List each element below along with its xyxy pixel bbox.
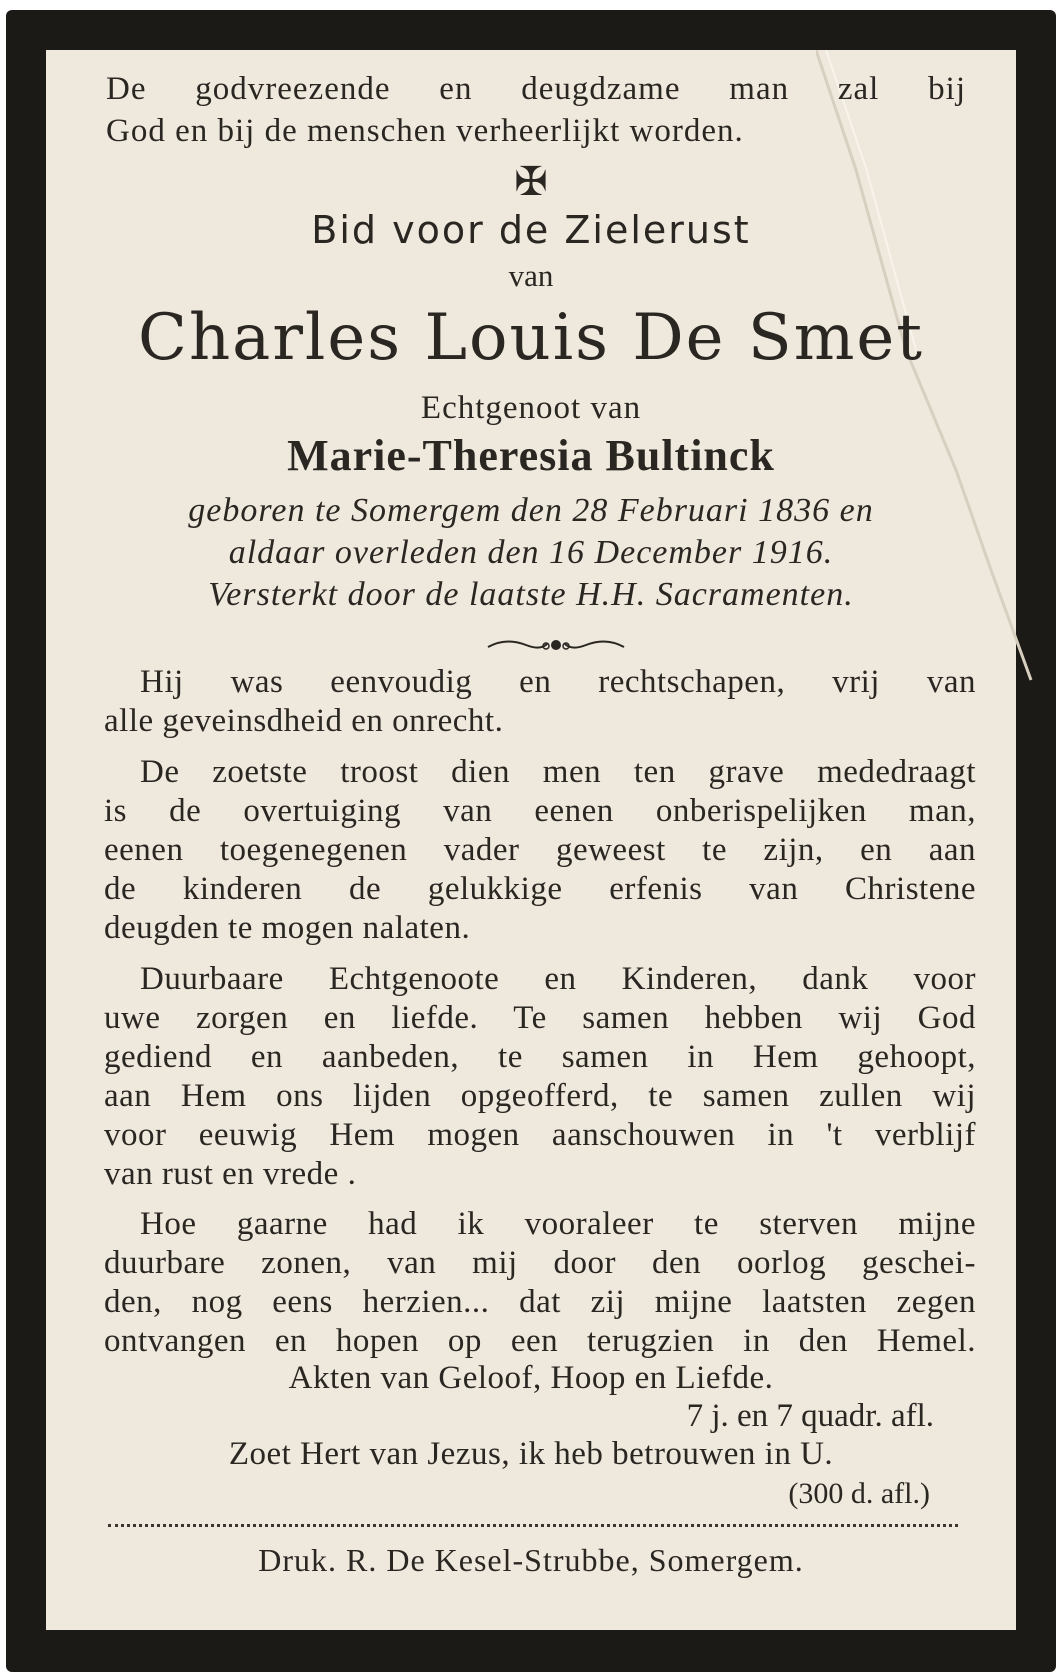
paragraph-line: Hoe gaarne had ik vooraleer te sterven mijne <box>140 1206 976 1242</box>
spouse-name: Marie-Theresia Bultinck <box>287 431 775 480</box>
life-dates <box>126 490 936 616</box>
paragraph-line: eenen toegenegenen vader geweest te zijn, en aan <box>104 832 976 868</box>
paragraph-sons <box>104 1205 976 1361</box>
sacred-heart-prayer: Zoet Hert van Jezus, ik heb betrouwen in U. <box>228 1436 834 1472</box>
verse-line: De godvreezende en deugdzame man zal bij <box>106 71 966 107</box>
cross-pattee-icon: ✠ <box>514 159 548 204</box>
paragraph-line: Duurbaare Echtgenoote en Kinderen, dank voor <box>140 961 976 997</box>
paragraph-consolation <box>104 753 976 948</box>
spouse-label: Echtgenoot van <box>420 390 642 426</box>
life-line: geboren te Somergem den 28 Februari 1836 en <box>188 492 874 529</box>
paragraph-line: Hij was eenvoudig en rechtschapen, vrij van <box>140 664 976 700</box>
life-line: Versterkt door de laatste H.H. Sacramenten. <box>208 576 854 613</box>
van-label: van <box>508 258 554 293</box>
paragraph-line: is de overtuiging van eenen onberispelijken man, <box>104 793 976 829</box>
deceased-name: Charles Louis De Smet <box>137 301 925 375</box>
paragraph-line: de kinderen de gelukkige erfenis van Christene <box>104 871 976 907</box>
paragraph-family <box>104 960 976 1194</box>
dotted-divider <box>108 1524 958 1527</box>
paragraph-line: ontvangen en hopen op een terugzien in den Hemel. <box>104 1323 976 1359</box>
paragraph-line: den, nog eens herzien... dat zij mijne laatsten zegen <box>104 1284 976 1320</box>
paragraph-line: deugden te mogen nalaten. <box>104 910 471 946</box>
paragraph-line: De zoetste troost dien men ten grave mededraagt <box>140 754 976 790</box>
paragraph-line: van rust en vrede . <box>104 1156 357 1192</box>
indulgence-note: (300 d. afl.) <box>788 1477 930 1510</box>
paragraph-line: gediend en aanbeden, te samen in Hem gehoopt, <box>104 1039 976 1075</box>
indulgence-note: 7 j. en 7 quadr. afl. <box>686 1398 934 1434</box>
opening-verse <box>106 68 966 152</box>
paragraph-line: voor eeuwig Hem mogen aanschouwen in 't verblijf <box>104 1117 976 1153</box>
verse-line: God en bij de menschen verheerlijkt worden. <box>106 113 744 149</box>
paragraph-character <box>104 663 976 741</box>
card-paper <box>46 50 1016 1630</box>
ornament-flourish <box>486 633 626 659</box>
paragraph-line: alle geveinsdheid en onrecht. <box>104 703 504 739</box>
printer-credit: Druk. R. De Kesel-Strubbe, Somergem. <box>258 1542 804 1578</box>
acts-line: Akten van Geloof, Hoop en Liefde. <box>288 1360 774 1396</box>
prayer-heading: Bid voor de Zielerust <box>311 208 751 252</box>
mourning-card <box>6 10 1056 1672</box>
paragraph-line: aan Hem ons lijden opgeofferd, te samen zullen wij <box>104 1078 976 1114</box>
paragraph-line: uwe zorgen en liefde. Te samen hebben wij God <box>104 1000 976 1036</box>
paragraph-line: duurbare zonen, van mij door den oorlog geschei- <box>104 1245 976 1281</box>
life-line: aldaar overleden den 16 December 1916. <box>228 534 834 571</box>
